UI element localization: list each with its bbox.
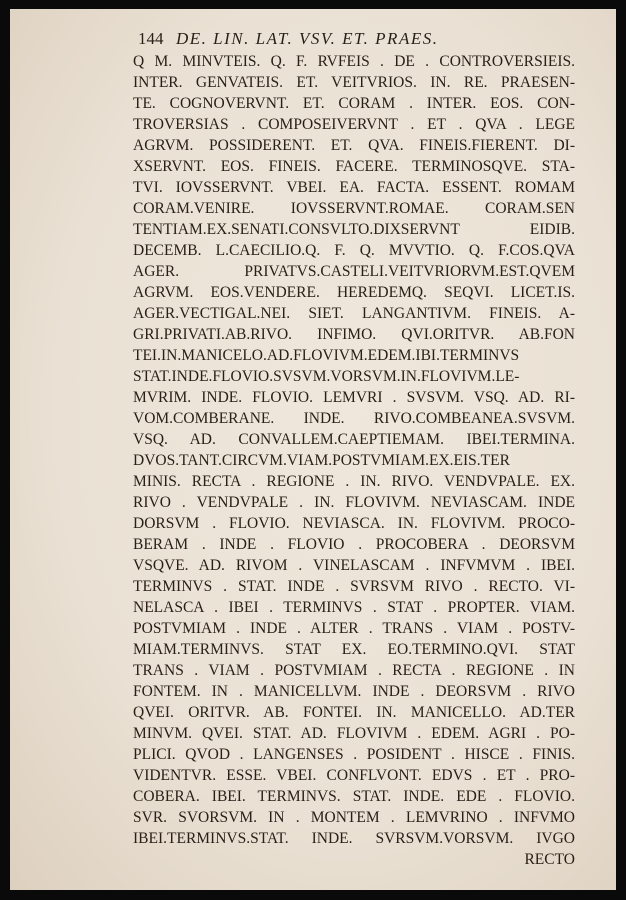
text-line: STAT.INDE.FLOVIO.SVSVM.VORSVM.IN.FLOVIVM.LE- xyxy=(133,368,520,385)
page-number: 144 xyxy=(138,29,164,48)
text-line: PLICI. QVOD . LANGENSES . POSIDENT . HISCE . FINIS. xyxy=(133,746,575,763)
text-line: TE. COGNOVERVNT. ET. CORAM . INTER. EOS. CON- xyxy=(133,95,575,112)
text-line: Q M. MINVTEIS. Q. F. RVFEIS . DE . CONTROVERSIEIS. xyxy=(133,53,575,70)
text-line: DVOS.TANT.CIRCVM.VIAM.POSTVMIAM.EX.EIS.TER xyxy=(133,452,510,469)
text-line: QVEI. ORITVR. AB. FONTEI. IN. MANICELLO. AD.TER xyxy=(133,704,575,721)
text-line: INTER. GENVATEIS. ET. VEITVRIOS. IN. RE. PRAESEN- xyxy=(133,74,575,91)
text-line: MINVM. QVEI. STAT. AD. FLOVIVM . EDEM. AGRI . PO- xyxy=(133,725,575,742)
text-line: DECEMB. L.CAECILIO.Q. F. Q. MVVTIO. Q. F.COS.QVA xyxy=(133,242,575,259)
text-line: DORSVM . FLOVIO. NEVIASCA. IN. FLOVIVM. PROCO- xyxy=(133,515,575,532)
text-line: NELASCA . IBEI . TERMINVS . STAT . PROPTER. VIAM. xyxy=(133,599,575,616)
text-line: MINIS. RECTA . REGIONE . IN. RIVO. VENDVPALE. EX. xyxy=(133,473,575,490)
text-line: IBEI.TERMINVS.STAT. INDE. SVRSVM.VORSVM. IVGO xyxy=(133,830,575,847)
text-line: POSTVMIAM . INDE . ALTER . TRANS . VIAM . POSTV- xyxy=(133,620,575,637)
text-line: BERAM . INDE . FLOVIO . PROCOBERA . DEORSVM xyxy=(133,536,575,553)
text-line: GRI.PRIVATI.AB.RIVO. INFIMO. QVI.ORITVR. AB.FON xyxy=(133,326,575,343)
text-line: AGER. PRIVATVS.CASTELI.VEITVRIORVM.EST.QVEM xyxy=(133,263,575,280)
text-line: AGRVM. POSSIDERENT. ET. QVA. FINEIS.FIERENT. DI- xyxy=(133,137,575,154)
text-line: RIVO . VENDVPALE . IN. FLOVIVM. NEVIASCAM. INDE xyxy=(133,494,575,511)
text-line: COBERA. IBEI. TERMINVS. STAT. INDE. EDE . FLOVIO. xyxy=(133,788,575,805)
text-line: TRANS . VIAM . POSTVMIAM . RECTA . REGIONE . IN xyxy=(133,662,575,679)
text-line: AGRVM. EOS.VENDERE. HEREDEMQ. SEQVI. LICET.IS. xyxy=(133,284,575,301)
text-line: TEI.IN.MANICELO.AD.FLOVIVM.EDEM.IBI.TERMINVS xyxy=(133,347,520,364)
text-line: VIDENTVR. ESSE. VBEI. CONFLVONT. EDVS . ET . PRO- xyxy=(133,767,575,784)
inscription-text xyxy=(133,51,575,870)
text-line: AGER.VECTIGAL.NEI. SIET. LANGANTIVM. FINEIS. A- xyxy=(133,305,575,322)
text-line: TROVERSIAS . COMPOSEIVERVNT . ET . QVA . LEGE xyxy=(133,116,575,133)
text-line: TVI. IOVSSERVNT. VBEI. EA. FACTA. ESSENT. ROMAM xyxy=(133,179,575,196)
text-line: VOM.COMBERANE. INDE. RIVO.COMBEANEA.SVSVM. xyxy=(133,410,575,427)
text-line: MIAM.TERMINVS. STAT EX. EO.TERMINO.QVI. STAT xyxy=(133,641,575,658)
running-title: DE. LIN. LAT. VSV. ET. PRAES. xyxy=(176,29,439,48)
text-line: VSQVE. AD. RIVOM . VINELASCAM . INFVMVM . IBEI. xyxy=(133,557,575,574)
text-line: TERMINVS . STAT. INDE . SVRSVM RIVO . RECTO. VI- xyxy=(133,578,575,595)
text-line: SVR. SVORSVM. IN . MONTEM . LEMVRINO . INFVMO xyxy=(133,809,575,826)
text-line: VSQ. AD. CONVALLEM.CAEPTIEMAM. IBEI.TERMINA. xyxy=(133,431,575,448)
book-page xyxy=(10,9,616,890)
text-line: CORAM.VENIRE. IOVSSERVNT.ROMAE. CORAM.SEN xyxy=(133,200,575,217)
running-header xyxy=(138,29,584,51)
text-line: RECTO xyxy=(524,851,575,868)
text-line: MVRIM. INDE. FLOVIO. LEMVRI . SVSVM. VSQ. AD. RI- xyxy=(133,389,575,406)
text-line: TENTIAM.EX.SENATI.CONSVLTO.DIXSERVNT EIDIB. xyxy=(133,221,575,238)
text-line: FONTEM. IN . MANICELLVM. INDE . DEORSVM . RIVO xyxy=(133,683,575,700)
text-line: XSERVNT. EOS. FINEIS. FACERE. TERMINOSQVE. STA- xyxy=(133,158,575,175)
